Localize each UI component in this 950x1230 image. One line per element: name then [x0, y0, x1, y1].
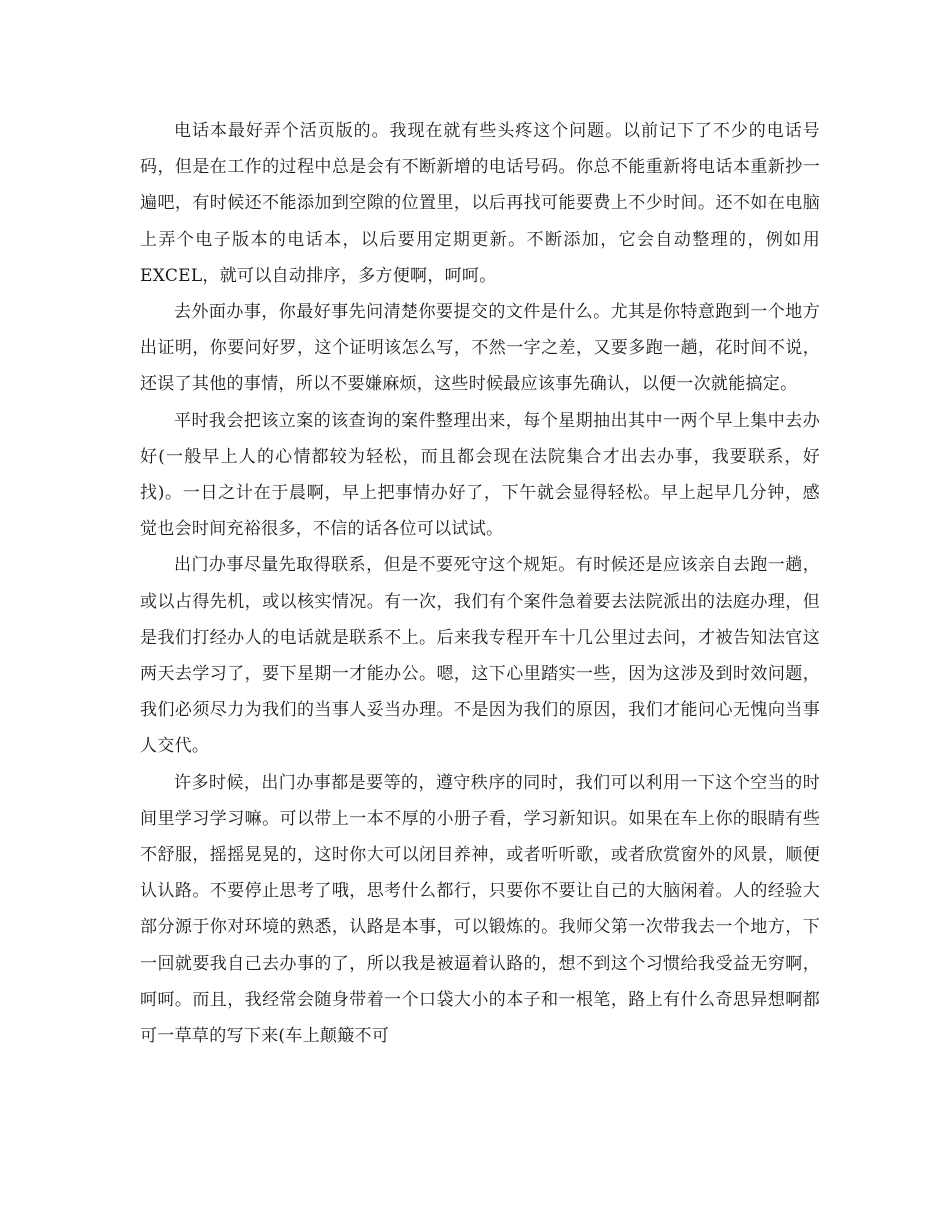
- paragraph-waiting-time: 许多时候，出门办事都是要等的，遵守秩序的同时，我们可以利用一下这个空当的时间里学习学习嘛。可以带上一本不厚的小册子看，学习新知识。如果在车上你的眼睛有些不舒服，摇摇晃晃的，这时你大可以闭目养神，或者听听歌，或者欣赏窗外的风景，顺便认认路。不要停止思考了哦，思考什么都行，只要你不要让自己的大脑闲着。人的经验大部分源于你对环境的熟悉，认路是本事，可以锻炼的。我师父第一次带我去一个地方，下一回就要我自己去办事的了，所以我是被逼着认路的，想不到这个习惯给我受益无穷啊，呵呵。而且，我经常会随身带着一个口袋大小的本子和一根笔，路上有什么奇思异想啊都可一草草的写下来(车上颠簸不可: [140, 772, 820, 1047]
- paragraph-contact-first: 出门办事尽量先取得联系，但是不要死守这个规矩。有时候还是应该亲自去跑一趟，或以占得先机，或以核实情况。有一次，我们有个案件急着要去法院派出的法庭办理，但是我们打经办人的电话就是联系不上。后来我专程开车十几公里过去问，才被告知法官这两天去学习了，要下星期一才能办公。嗯，这下心里踏实一些，因为这涉及到时效问题，我们必须尽力为我们的当事人妥当办理。不是因为我们的原因，我们才能问心无愧向当事人交代。: [140, 555, 820, 757]
- paragraph-confirm-documents: 去外面办事，你最好事先问清楚你要提交的文件是什么。尤其是你特意跑到一个地方出证明，你要问好罗，这个证明该怎么写，不然一字之差，又要多跑一趟，花时间不说，还误了其他的事情，所以不要嫌麻烦，这些时候最应该事先确认，以便一次就能搞定。: [140, 302, 820, 395]
- paragraph-phonebook: 电话本最好弄个活页版的。我现在就有些头疼这个问题。以前记下了不少的电话号码，但是在工作的过程中总是会有不断新增的电话号码。你总不能重新将电话本重新抄一遍吧，有时候还不能添加到空隙的位置里，以后再找可能要费上不少时间。还不如在电脑上弄个电子版本的电话本，以后要用定期更新。不断添加，它会自动整理的，例如用EXCEL，就可以自动排序，多方便啊，呵呵。: [140, 121, 820, 286]
- document-body: [140, 113, 820, 1054]
- paragraph-morning-schedule: 平时我会把该立案的该查询的案件整理出来，每个星期抽出其中一两个早上集中去办好(一般早上人的心情都较为轻松，而且都会现在法院集合才出去办事，我要联系，好找)。一日之计在于晨啊，早上把事情办好了，下午就会显得轻松。早上起早几分钟，感觉也会时间充裕很多，不信的话各位可以试试。: [140, 410, 820, 540]
